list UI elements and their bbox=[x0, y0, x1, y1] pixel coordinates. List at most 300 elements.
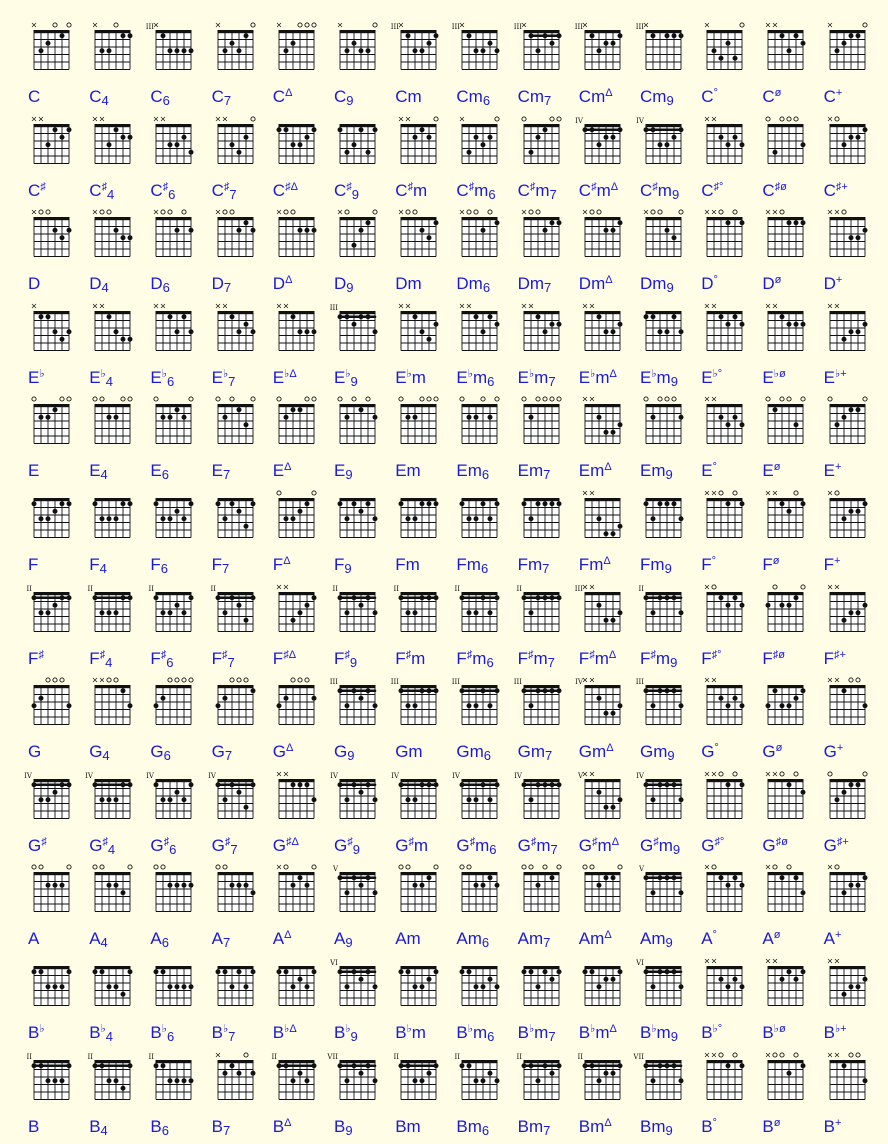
finger-dot bbox=[93, 501, 98, 506]
chord-root: E bbox=[456, 367, 468, 387]
chord-cell bbox=[758, 1048, 818, 1138]
nut-bar bbox=[829, 685, 865, 688]
finger-dot bbox=[311, 595, 316, 600]
chord-diagram bbox=[636, 673, 696, 743]
finger-dot bbox=[46, 1078, 51, 1083]
chord-suffix: Δ bbox=[290, 180, 298, 193]
nut-bar bbox=[401, 404, 437, 407]
finger-dot bbox=[67, 329, 72, 334]
chord-suffix: 6 bbox=[162, 280, 170, 296]
chord-name bbox=[273, 743, 294, 763]
finger-dot bbox=[168, 984, 173, 989]
open-string-mark bbox=[107, 678, 111, 682]
chord-name bbox=[824, 275, 843, 295]
finger-dot bbox=[215, 703, 220, 708]
chord-root: D bbox=[211, 274, 224, 294]
finger-dot bbox=[460, 969, 465, 974]
position-label: IV bbox=[636, 771, 644, 780]
finger-dot bbox=[222, 610, 227, 615]
finger-dot bbox=[168, 516, 173, 521]
finger-dot bbox=[427, 1070, 432, 1075]
chord-name bbox=[28, 88, 40, 106]
chord-diagram bbox=[146, 767, 206, 837]
nut-bar bbox=[340, 685, 376, 688]
chord-diagram bbox=[85, 392, 145, 462]
chord-diagram bbox=[85, 673, 145, 743]
finger-dot bbox=[236, 509, 241, 514]
chord-cell bbox=[452, 18, 512, 108]
chord-name bbox=[28, 837, 47, 857]
chord-cell bbox=[636, 673, 696, 763]
chord-root: G bbox=[578, 742, 593, 762]
chord-diagram bbox=[514, 673, 574, 743]
finger-dot bbox=[60, 235, 65, 240]
position-label: V bbox=[638, 865, 644, 874]
chord-suffix: m bbox=[407, 87, 422, 106]
finger-dot bbox=[787, 703, 792, 708]
chord-diagram bbox=[636, 112, 696, 182]
open-string-mark bbox=[222, 210, 226, 214]
chord-cell bbox=[514, 860, 574, 950]
nut-bar bbox=[829, 966, 865, 969]
muted-string-mark: × bbox=[703, 862, 711, 872]
chord-name bbox=[701, 743, 719, 763]
chord-diagram bbox=[452, 486, 512, 556]
chord-suffix: Δ bbox=[289, 1023, 297, 1035]
finger-dot bbox=[229, 142, 234, 147]
muted-string-mark: × bbox=[772, 20, 779, 30]
chord-suffix: m bbox=[411, 648, 426, 668]
finger-dot bbox=[862, 501, 867, 506]
open-string-mark bbox=[305, 23, 309, 27]
finger-dot bbox=[290, 883, 295, 888]
finger-dot bbox=[161, 516, 166, 521]
chord-accidental: ♯ bbox=[653, 835, 659, 848]
finger-dot bbox=[672, 314, 677, 319]
finger-dot bbox=[189, 595, 194, 600]
open-string-mark bbox=[712, 865, 716, 869]
nut-bar bbox=[217, 966, 253, 969]
muted-string-mark: × bbox=[703, 20, 711, 30]
chord-name bbox=[456, 275, 490, 294]
chord-root: G bbox=[150, 742, 164, 762]
open-string-mark bbox=[773, 584, 777, 588]
finger-dot bbox=[46, 516, 51, 521]
chord-name bbox=[456, 182, 495, 202]
finger-dot bbox=[610, 430, 615, 435]
finger-dot bbox=[311, 228, 316, 233]
chord-name bbox=[518, 462, 551, 481]
open-string-mark bbox=[658, 397, 662, 401]
chord-root: G bbox=[334, 742, 348, 762]
finger-dot bbox=[345, 984, 350, 989]
finger-dot bbox=[794, 595, 799, 600]
finger-dot bbox=[46, 314, 51, 319]
chord-root: C bbox=[272, 180, 286, 200]
chord-cell bbox=[452, 299, 512, 389]
finger-dot bbox=[617, 610, 622, 615]
open-string-mark bbox=[46, 678, 50, 682]
chord-cell bbox=[24, 486, 84, 576]
open-string-mark bbox=[556, 116, 560, 120]
finger-dot bbox=[413, 797, 418, 802]
chord-suffix: 9 bbox=[347, 748, 355, 764]
finger-dot bbox=[276, 969, 281, 974]
chord-name bbox=[824, 1024, 847, 1044]
muted-string-mark: × bbox=[397, 207, 405, 217]
finger-dot bbox=[60, 33, 65, 38]
finger-dot bbox=[345, 703, 350, 708]
finger-dot bbox=[495, 984, 500, 989]
open-string-mark bbox=[528, 865, 532, 869]
chord-root: F bbox=[578, 555, 590, 574]
finger-dot bbox=[801, 891, 806, 896]
chord-cell bbox=[208, 673, 268, 763]
finger-dot bbox=[679, 33, 684, 38]
nut-bar bbox=[646, 30, 682, 33]
nut-bar bbox=[829, 1060, 865, 1063]
finger-dot bbox=[67, 969, 72, 974]
open-string-mark bbox=[740, 23, 744, 27]
chord-root: G bbox=[640, 742, 654, 762]
finger-dot bbox=[434, 220, 439, 225]
finger-dot bbox=[420, 501, 425, 506]
finger-dot bbox=[651, 891, 656, 896]
open-string-mark bbox=[312, 23, 316, 27]
finger-dot bbox=[495, 782, 500, 787]
chord-diagram bbox=[575, 486, 635, 556]
chord-cell bbox=[636, 299, 696, 389]
open-string-mark bbox=[521, 865, 525, 869]
finger-dot bbox=[773, 408, 778, 413]
finger-dot bbox=[834, 423, 839, 428]
finger-dot bbox=[467, 415, 472, 420]
finger-dot bbox=[243, 220, 248, 225]
chord-name bbox=[89, 462, 108, 481]
chord-name bbox=[456, 930, 489, 949]
chord-diagram bbox=[758, 860, 818, 930]
open-string-mark bbox=[154, 865, 158, 869]
nut-bar bbox=[217, 311, 253, 314]
open-string-mark bbox=[128, 397, 132, 401]
open-string-mark bbox=[841, 210, 845, 214]
position-label: III bbox=[574, 584, 583, 593]
chord-cell bbox=[697, 580, 757, 670]
finger-dot bbox=[521, 782, 526, 787]
nut-bar bbox=[156, 1060, 192, 1063]
finger-dot bbox=[154, 1063, 159, 1068]
chord-root: F bbox=[640, 648, 651, 668]
finger-dot bbox=[352, 782, 357, 787]
chord-suffix: 7 bbox=[222, 935, 231, 951]
finger-dot bbox=[841, 516, 846, 521]
nut-bar bbox=[278, 498, 314, 501]
chord-root: C bbox=[701, 180, 714, 200]
chord-suffix: m bbox=[411, 367, 426, 387]
open-string-mark bbox=[312, 397, 316, 401]
finger-dot bbox=[535, 883, 540, 888]
nut-bar bbox=[768, 872, 804, 875]
chord-diagram bbox=[208, 205, 268, 275]
finger-dot bbox=[121, 992, 126, 997]
finger-dot bbox=[542, 127, 547, 132]
chord-accidental: ♭ bbox=[406, 367, 412, 380]
chord-root: C bbox=[578, 87, 592, 106]
finger-dot bbox=[841, 790, 846, 795]
chord-name bbox=[456, 743, 491, 762]
finger-dot bbox=[733, 314, 738, 319]
open-string-mark bbox=[277, 397, 281, 401]
chord-cell bbox=[575, 860, 635, 950]
finger-dot bbox=[556, 782, 561, 787]
chord-name bbox=[640, 88, 674, 107]
finger-dot bbox=[39, 1063, 44, 1068]
chord-root: E bbox=[89, 461, 101, 481]
position-label: II bbox=[148, 584, 155, 593]
finger-dot bbox=[427, 235, 432, 240]
open-string-mark bbox=[658, 210, 662, 214]
chord-cell bbox=[391, 767, 451, 857]
chord-name bbox=[334, 1118, 353, 1137]
chord-name bbox=[824, 743, 844, 763]
nut-bar bbox=[829, 217, 865, 220]
finger-dot bbox=[841, 415, 846, 420]
finger-dot bbox=[787, 48, 792, 53]
chord-root: C bbox=[272, 87, 286, 106]
muted-string-mark: × bbox=[765, 301, 772, 311]
open-string-mark bbox=[780, 210, 784, 214]
nut-bar bbox=[34, 685, 70, 688]
chord-suffix: $m^\Delta$ bbox=[594, 648, 617, 668]
chord-accidental: ♭ bbox=[161, 1023, 167, 1035]
chord-diagram bbox=[697, 112, 757, 182]
finger-dot bbox=[542, 688, 547, 693]
chord-suffix: + bbox=[834, 929, 842, 942]
chord-name bbox=[150, 556, 168, 575]
open-string-mark bbox=[215, 397, 219, 401]
finger-dot bbox=[338, 1063, 343, 1068]
finger-dot bbox=[352, 1063, 357, 1068]
position-label: IV bbox=[574, 116, 583, 125]
finger-dot bbox=[182, 48, 187, 53]
muted-string-mark: × bbox=[520, 301, 527, 311]
finger-dot bbox=[528, 516, 533, 521]
chord-diagram bbox=[85, 767, 145, 837]
finger-dot bbox=[488, 516, 493, 521]
chord-suffix: Δ bbox=[284, 1116, 292, 1129]
open-string-mark bbox=[114, 678, 118, 682]
chord-cell bbox=[24, 860, 84, 950]
finger-dot bbox=[862, 876, 867, 881]
finger-dot bbox=[283, 516, 288, 521]
finger-dot bbox=[679, 891, 684, 896]
chord-suffix: m7 bbox=[529, 87, 552, 108]
finger-dot bbox=[549, 688, 554, 693]
nut-bar bbox=[401, 124, 437, 127]
muted-string-mark: × bbox=[581, 582, 589, 592]
finger-dot bbox=[801, 142, 806, 147]
muted-string-mark: × bbox=[275, 862, 283, 872]
finger-dot bbox=[651, 415, 656, 420]
chord-name bbox=[518, 182, 557, 202]
chord-suffix: 6 bbox=[162, 93, 170, 108]
open-string-mark bbox=[679, 210, 683, 214]
chord-suffix: 6 bbox=[161, 467, 169, 483]
chord-root: C bbox=[211, 87, 224, 106]
chord-suffix: 4 bbox=[105, 1029, 113, 1044]
chord-cell bbox=[697, 205, 757, 295]
finger-dot bbox=[794, 220, 799, 225]
finger-dot bbox=[290, 408, 295, 413]
chord-root: D bbox=[701, 274, 714, 294]
chord-name bbox=[824, 462, 842, 482]
chord-root: D bbox=[272, 274, 286, 294]
finger-dot bbox=[603, 617, 608, 622]
finger-dot bbox=[359, 883, 364, 888]
chord-diagram bbox=[85, 18, 145, 88]
chord-name bbox=[824, 369, 847, 389]
chord-name bbox=[701, 462, 717, 482]
finger-dot bbox=[297, 610, 302, 615]
chord-root: D bbox=[762, 274, 775, 294]
finger-dot bbox=[726, 782, 731, 787]
chord-suffix: 9 bbox=[345, 1122, 353, 1138]
position-label: III bbox=[513, 678, 522, 687]
chord-cell bbox=[514, 673, 574, 763]
finger-dot bbox=[740, 782, 745, 787]
finger-dot bbox=[794, 977, 799, 982]
chord-name bbox=[762, 1024, 785, 1044]
finger-dot bbox=[528, 1063, 533, 1068]
nut-bar bbox=[523, 966, 559, 969]
chord-diagram bbox=[24, 112, 84, 182]
finger-dot bbox=[603, 1070, 608, 1075]
chord-cell bbox=[452, 673, 512, 763]
chord-accidental: ♭ bbox=[284, 367, 290, 380]
position-label: II bbox=[577, 1052, 583, 1061]
chord-accidental: ♯ bbox=[224, 835, 231, 848]
position-label: V bbox=[332, 865, 338, 874]
position-label: II bbox=[148, 1052, 155, 1061]
finger-dot bbox=[474, 984, 479, 989]
finger-dot bbox=[154, 782, 159, 787]
chord-root: G bbox=[823, 835, 837, 855]
nut-bar bbox=[156, 872, 192, 875]
finger-dot bbox=[420, 688, 425, 693]
chord-diagram bbox=[146, 580, 206, 650]
finger-dot bbox=[373, 984, 378, 989]
muted-string-mark: × bbox=[397, 301, 405, 311]
finger-dot bbox=[93, 1063, 98, 1068]
chord-diagram bbox=[575, 860, 635, 930]
open-string-mark bbox=[780, 397, 784, 401]
chord-diagram bbox=[208, 486, 268, 556]
chord-diagram bbox=[269, 392, 329, 462]
finger-dot bbox=[236, 329, 241, 334]
finger-dot bbox=[549, 595, 554, 600]
finger-dot bbox=[399, 595, 404, 600]
finger-dot bbox=[406, 703, 411, 708]
chord-diagram bbox=[146, 1048, 206, 1118]
finger-dot bbox=[427, 782, 432, 787]
nut-bar bbox=[646, 124, 682, 127]
finger-dot bbox=[236, 1070, 241, 1075]
finger-dot bbox=[53, 127, 58, 132]
finger-dot bbox=[32, 595, 37, 600]
muted-string-mark: × bbox=[772, 488, 779, 498]
finger-dot bbox=[39, 610, 44, 615]
chord-name bbox=[212, 369, 236, 389]
chord-suffix: 4 bbox=[101, 93, 109, 108]
finger-dot bbox=[801, 1063, 806, 1068]
chord-name bbox=[701, 88, 718, 108]
finger-dot bbox=[93, 595, 98, 600]
nut-bar bbox=[462, 779, 498, 782]
chord-root: E bbox=[211, 367, 223, 387]
chord-root: B bbox=[640, 1023, 652, 1042]
finger-dot bbox=[100, 1063, 105, 1068]
chord-suffix: ° bbox=[718, 180, 724, 193]
open-string-mark bbox=[848, 678, 852, 682]
chord-root: B bbox=[272, 1116, 285, 1136]
finger-dot bbox=[39, 969, 44, 974]
finger-dot bbox=[855, 33, 860, 38]
chord-suffix: ° bbox=[717, 367, 723, 380]
finger-dot bbox=[495, 220, 500, 225]
chord-cell bbox=[820, 486, 880, 576]
position-label: IV bbox=[330, 771, 338, 780]
chord-suffix: ° bbox=[713, 87, 718, 99]
finger-dot bbox=[481, 142, 486, 147]
finger-dot bbox=[801, 688, 806, 693]
chord-diagram bbox=[208, 392, 268, 462]
chord-name bbox=[150, 837, 176, 857]
chord-name bbox=[518, 88, 552, 107]
nut-bar bbox=[401, 872, 437, 875]
muted-string-mark: × bbox=[404, 114, 412, 124]
finger-dot bbox=[862, 977, 867, 982]
finger-dot bbox=[474, 134, 479, 139]
chord-name bbox=[212, 837, 238, 857]
chord-root: B bbox=[395, 1023, 407, 1042]
chord-suffix: m6 bbox=[467, 929, 490, 951]
chord-suffix: 6 bbox=[168, 186, 176, 202]
finger-dot bbox=[467, 33, 472, 38]
open-string-mark bbox=[848, 1052, 852, 1056]
finger-dot bbox=[345, 891, 350, 896]
open-string-mark bbox=[474, 210, 478, 214]
chord-accidental: ♭ bbox=[100, 367, 106, 380]
finger-dot bbox=[311, 969, 316, 974]
finger-dot bbox=[290, 984, 295, 989]
finger-dot bbox=[215, 969, 220, 974]
muted-string-mark: × bbox=[765, 769, 772, 779]
chord-diagram bbox=[575, 954, 635, 1024]
chord-name bbox=[150, 1118, 169, 1137]
muted-string-mark: × bbox=[833, 675, 840, 685]
finger-dot bbox=[215, 595, 220, 600]
open-string-mark bbox=[434, 397, 438, 401]
finger-dot bbox=[114, 228, 119, 233]
chord-accidental: ♯ bbox=[775, 835, 782, 848]
finger-dot bbox=[352, 595, 357, 600]
finger-dot bbox=[542, 33, 547, 38]
chord-cell bbox=[146, 392, 206, 482]
open-string-mark bbox=[168, 678, 172, 682]
chord-accidental: ♯ bbox=[592, 835, 598, 848]
chord-name bbox=[212, 275, 232, 294]
chord-diagram bbox=[697, 673, 757, 743]
